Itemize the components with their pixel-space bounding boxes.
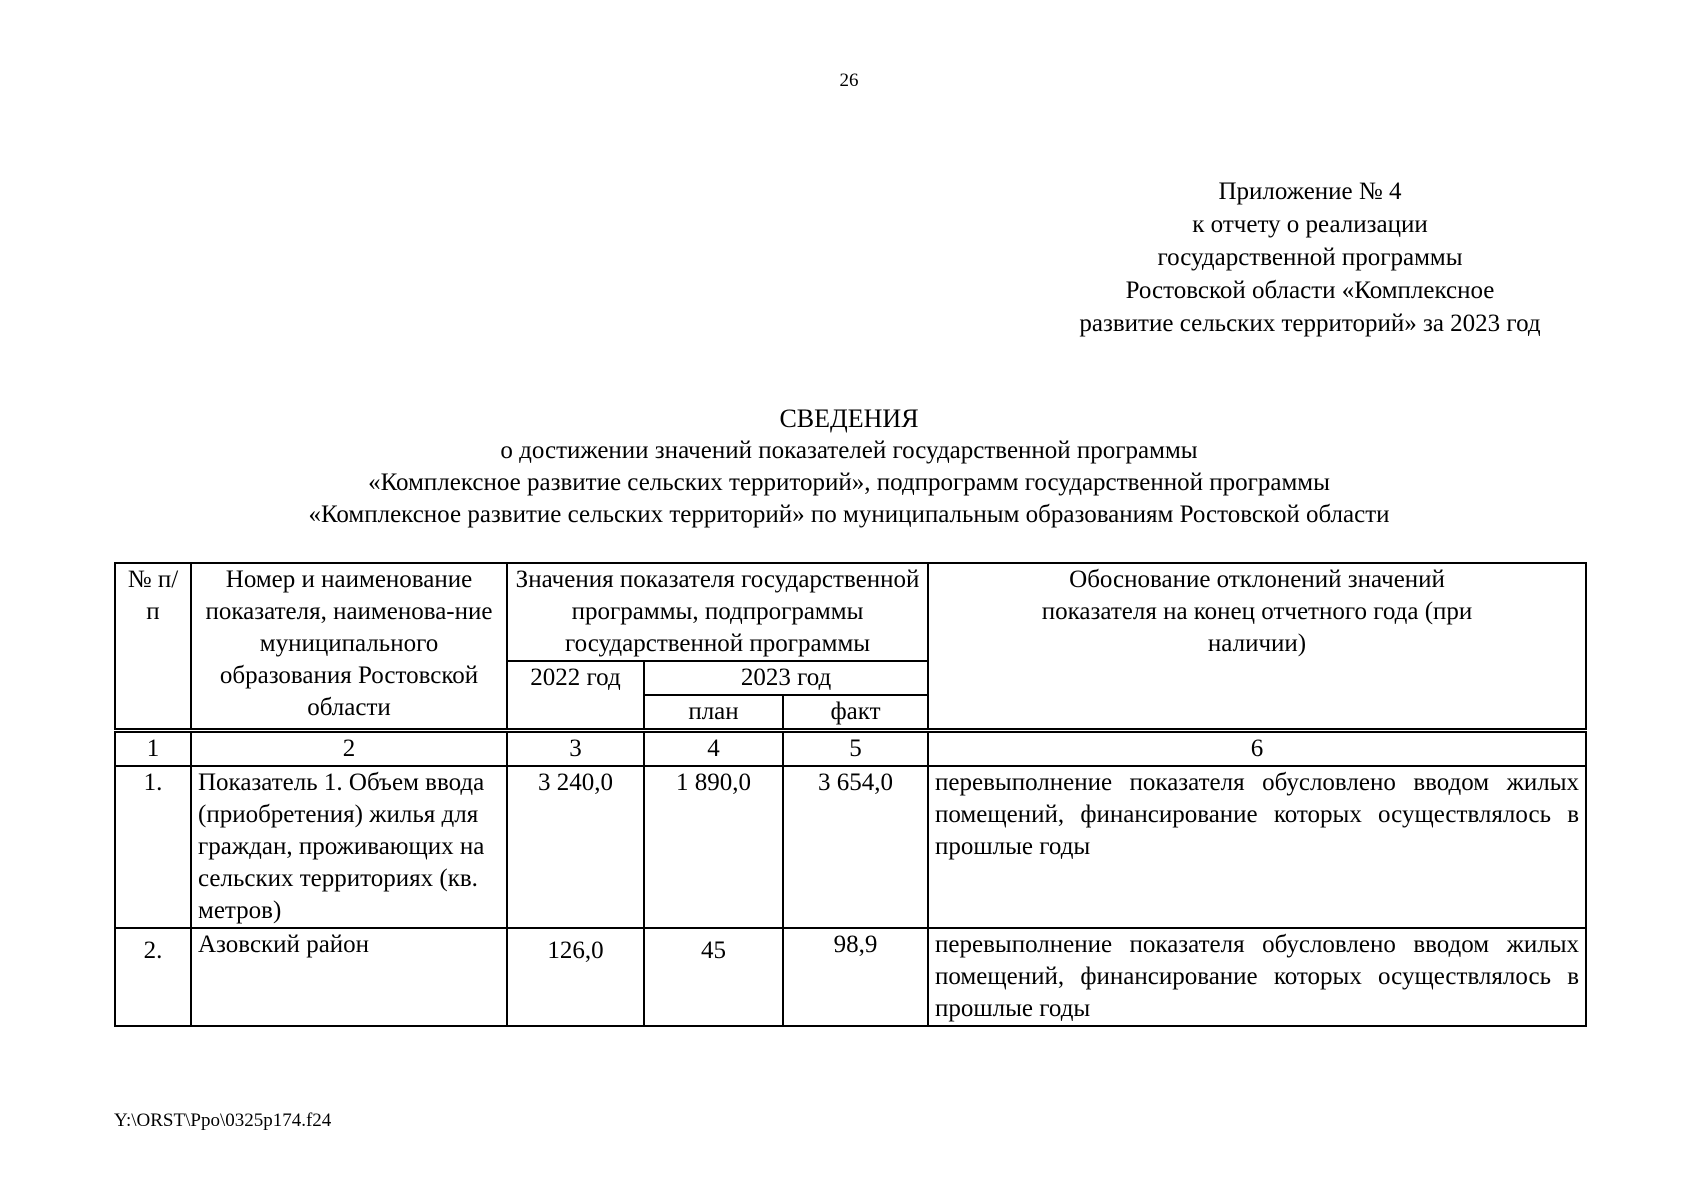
row-value-plan: 45: [644, 928, 783, 1026]
table-row: [115, 766, 1586, 928]
header-justification: [928, 563, 1586, 731]
heading-line: «Комплексное развитие сельских территорий», подпрограмм государственной программы: [368, 469, 1330, 496]
appendix-line: развитие сельских территорий» за 2023 год: [1079, 310, 1541, 337]
heading-line: «Комплексное развитие сельских территорий» по муниципальным образованиям Ростовской области: [308, 501, 1390, 528]
heading-line: о достижении значений показателей государственной программы: [500, 437, 1198, 464]
file-path-footer: Y:\ORST\Ppo\0325p174.f24: [114, 1110, 332, 1131]
table-row: [115, 928, 1586, 1026]
row-value-plan: 1 890,0: [644, 766, 783, 928]
appendix-line: Ростовской области «Комплексное: [1125, 277, 1495, 304]
row-justification: перевыполнение показателя обусловлено вводом жилых помещений, финансирование которых осуществлялось в прошлые годы: [928, 928, 1586, 1026]
row-value-fact: 98,9: [783, 928, 928, 1026]
document-heading: [0, 403, 1698, 531]
appendix-note: [1040, 175, 1580, 340]
appendix-line: к отчету о реализации: [1192, 211, 1428, 238]
row-value-2022: 126,0: [507, 928, 644, 1026]
header-fact: факт: [783, 695, 928, 731]
header-row: [115, 563, 1586, 661]
header-num: № п/п: [115, 563, 191, 731]
row-name: Азовский район: [191, 928, 507, 1026]
document-title: СВЕДЕНИЯ: [779, 404, 919, 433]
appendix-line: государственной программы: [1157, 244, 1463, 271]
appendix-line: Приложение № 4: [1218, 178, 1402, 205]
column-number: 1: [115, 731, 191, 767]
indicators-table: [114, 562, 1587, 1027]
page-number: 26: [839, 70, 859, 91]
header-year-2023: 2023 год: [644, 661, 928, 695]
row-value-fact: 3 654,0: [783, 766, 928, 928]
header-name: Номер и наименование показателя, наименова-ние муниципального образования Ростовской области: [191, 563, 507, 731]
column-number: 3: [507, 731, 644, 767]
column-number: 5: [783, 731, 928, 767]
header-values: Значения показателя государственной программы, подпрограммы государственной программы: [507, 563, 928, 661]
header-year-2022: 2022 год: [507, 661, 644, 731]
column-number: 4: [644, 731, 783, 767]
header-plan: план: [644, 695, 783, 731]
column-number: 6: [928, 731, 1586, 767]
row-value-2022: 3 240,0: [507, 766, 644, 928]
header-justification-text: Обоснование отклонений значений показателя на конец отчетного года (при наличии): [1041, 566, 1473, 657]
row-num: 2.: [115, 928, 191, 1026]
row-justification: перевыполнение показателя обусловлено вводом жилых помещений, финансирование которых осуществлялось в прошлые годы: [928, 766, 1586, 928]
column-number: 2: [191, 731, 507, 767]
row-name: Показатель 1. Объем ввода (приобретения) жилья для граждан, проживающих на сельских территориях (кв. метров): [191, 766, 507, 928]
row-num: 1.: [115, 766, 191, 928]
column-numbers-row: [115, 731, 1586, 767]
